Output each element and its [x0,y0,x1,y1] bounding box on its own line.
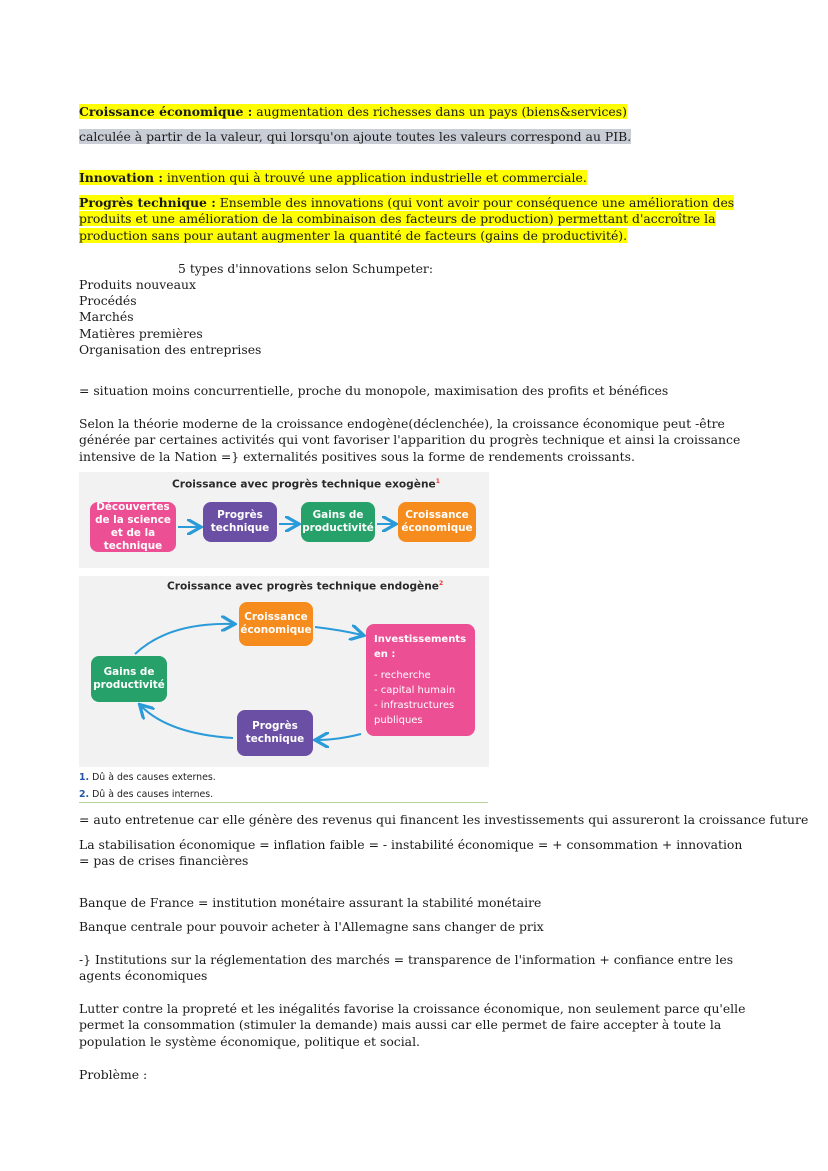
invest-item-2: - capital humain [374,685,456,696]
schumpeter-title: 5 types d'innovations selon Schumpeter: [178,261,433,276]
stabilisation-text: La stabilisation économique = inflation faible = - instabilité économique = + consommation + innovation = pas de crises financières [79,837,743,869]
exo-box-decouvertes: Découvertes de la science et de la technique [90,502,176,552]
schumpeter-item-4: Matières premières [79,326,203,341]
endo-arrow-invest-progres [317,734,361,740]
footnote-1: 1. Dû à des causes externes. [79,772,216,783]
endo-box-croissance: Croissance économique [239,602,313,646]
diagram-arrows [79,472,489,767]
endo-arrow-gains-croissance [135,624,233,654]
term-innovation: Innovation : [79,170,163,185]
schumpeter-item-3: Marchés [79,309,134,324]
croissance-detail-text: calculée à partir de la valeur, qui lorsqu'on ajoute toutes les valeurs correspond au PIB. [79,129,632,144]
croissance-diagram [79,472,489,767]
bce-text: Banque centrale pour pouvoir acheter à l'Allemagne sans changer de prix [79,919,544,934]
exo-box-croissance: Croissance économique [398,502,476,542]
probleme-heading: Problème : [79,1067,148,1082]
bdf-text: Banque de France = institution monétaire assurant la stabilité monétaire [79,895,542,910]
definition-croissance-detail [79,129,631,145]
auto-entretenue-text: = auto entretenue car elle génère des revenus qui financent les investissements qui assureront la croissance future [79,812,809,827]
endo-arrow-croissance-invest [315,627,362,635]
schumpeter-item-5: Organisation des entreprises [79,342,262,357]
monopole-text: = situation moins concurrentielle, proche du monopole, maximisation des profits et bénéfices [79,383,669,398]
endo-box-gains: Gains de productivité [91,656,167,702]
invest-item-1: - recherche [374,670,431,681]
exo-box-progres: Progrès technique [203,502,277,542]
institutions-text: -} Institutions sur la réglementation des marchés = transparence de l'information + confiance entre les agents économiques [79,952,734,984]
def-innovation: invention qui à trouvé une application industrielle et commerciale. [162,170,587,185]
definition-innovation [79,170,587,186]
figure-divider [79,802,488,803]
schumpeter-item-2: Procédés [79,293,137,308]
exogene-title: Croissance avec progrès technique exogène$^1$ [172,478,440,491]
lutter-text: Lutter contre la propreté et les inégalités favorise la croissance économique, non seulement parce qu'elle permet la consommation (stimuler la demande) mais aussi car elle permet de faire accepter à toute la population le système économique, politique et social. [79,1001,746,1049]
def-progres: Ensemble des innovations (qui vont avoir pour conséquence une amélioration des produits et une amélioration de la combinaison des facteurs de production) permettant d'accroître la production sans pour autant augmenter la quantité de facteurs (gains de productivité). [79,195,735,243]
invest-title: Investissements en : [374,634,467,660]
definition-progres [79,195,751,244]
exo-box-gains: Gains de productivité [301,502,375,542]
def-croissance: augmentation des richesses dans un pays (biens&services) [252,104,627,119]
definition-croissance [79,104,627,120]
invest-item-3: - infrastructures publiques [374,700,455,726]
term-croissance: Croissance économique : [79,104,253,119]
endo-box-progres: Progrès technique [237,710,313,756]
footnote-2: 2. Dû à des causes internes. [79,789,214,800]
term-progres: Progrès technique : [79,195,216,210]
schumpeter-item-1: Produits nouveaux [79,277,196,292]
endo-arrow-progres-gains [141,706,233,738]
endogene-paragraph: Selon la théorie moderne de la croissance endogène(déclenchée), la croissance économique peut -être générée par certaines activités qui vont favoriser l'apparition du progrès technique et ainsi la croissance intensive de la Nation =} externalités positives sous la forme de rendements croissants. [79,416,741,464]
endogene-title: Croissance avec progrès technique endogène$^2$ [167,580,444,593]
